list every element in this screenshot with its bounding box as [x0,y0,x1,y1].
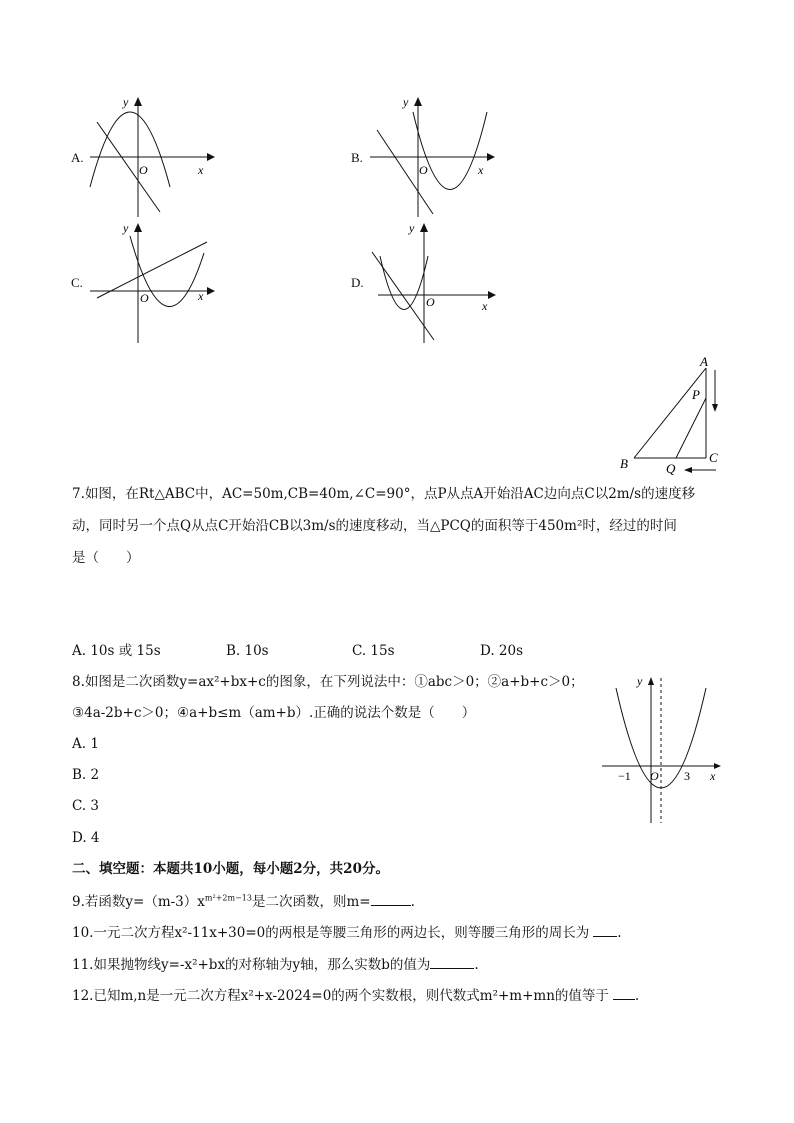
y-axis-label: y [409,221,415,235]
q10 [72,922,622,943]
y-axis-label: y [123,95,129,109]
option-a-label: A. [71,150,84,165]
x-axis-label: x [478,163,484,177]
origin-label: O [140,291,149,305]
tick-3-label: 3 [684,769,690,783]
q7-option-b: B. 10s [226,643,269,659]
origin-label: O [650,769,659,783]
point-p-label: P [692,387,700,402]
vertex-c-label: C [709,450,718,465]
q9-end: . [410,894,415,910]
q12-pre: 12.已知m,n是一元二次方程x²+x-2024=0的两个实数根，则代数式m²+m+mn的值等于 [72,988,609,1004]
option-a-graph [85,92,215,220]
q9 [72,891,415,912]
q9-pre: 9.若函数y=（m-3）x [72,894,205,910]
q8-option-a: A. 1 [72,736,99,752]
x-axis-label: x [482,299,488,313]
option-d-graph [368,218,498,346]
q7-line1: 7.如图，在Rt△ABC中，AC=50m,CB=40m,∠C=90°，点P从点A开始沿AC边向点C以2m/s的速度移 [72,486,696,502]
q10-answer-blank[interactable] [593,922,617,937]
x-axis-label: x [198,289,204,303]
y-axis-label: y [403,95,409,109]
q7-line3: 是（ ） [72,550,140,566]
vertex-a-label: A [700,354,708,369]
option-d-label: D. [351,275,364,290]
q8-option-b: B. 2 [72,767,100,783]
q7-line2: 动，同时另一个点Q从点C开始沿CB以3m/s的速度移动，当△PCQ的面积等于450m²时，经过的时间 [72,518,677,534]
q9-post: 是二次函数，则m= [251,894,371,910]
q10-end: . [617,925,622,941]
y-axis-label: y [123,221,129,235]
q12-answer-blank[interactable] [613,985,635,1000]
x-axis-label: x [710,769,716,783]
q8-line2: ③4a-2b+c＞0；④a+b≤m（am+b）.正确的说法个数是（ ） [72,705,476,721]
q8-option-d: D. 4 [72,830,100,846]
q12 [72,985,639,1006]
q11-end: . [474,957,479,973]
q11 [72,954,479,975]
q12-end: . [634,988,640,1004]
x-axis-label: x [198,163,204,177]
q7-option-c: C. 15s [352,643,395,659]
section2-heading: 二、填空题：本题共10小题，每小题2分，共20分。 [72,861,389,877]
q11-answer-blank[interactable] [430,954,474,969]
triangle-figure [612,352,732,480]
option-c-label: C. [71,275,83,290]
q10-pre: 10.一元二次方程x²-11x+30=0的两根是等腰三角形的两边长，则等腰三角形的周长为 [72,925,590,941]
q7-option-d: D. 20s [480,643,524,659]
point-q-label: Q [666,461,676,476]
q9-answer-blank[interactable] [371,891,411,906]
q8-option-c: C. 3 [72,798,100,814]
option-b-label: B. [351,150,363,165]
option-b-graph [365,92,495,220]
q8-parabola-graph [598,668,728,826]
q11-pre: 11.如果抛物线y=-x²+bx的对称轴为y轴，那么实数b的值为 [72,957,431,973]
tick-minus1-label: −1 [618,769,631,783]
origin-label: O [139,163,148,177]
option-c-graph [85,218,215,346]
y-axis-label: y [637,674,643,688]
origin-label: O [426,295,435,309]
vertex-b-label: B [620,456,628,471]
q8-line1: 8.如图是二次函数y=ax²+bx+c的图象，在下列说法中：①abc＞0；②a+b+c＞0； [72,674,584,690]
q9-exponent: m²+2m−13 [204,893,252,903]
q7-option-a: A. 10s 或 15s [72,643,161,659]
origin-label: O [419,163,428,177]
